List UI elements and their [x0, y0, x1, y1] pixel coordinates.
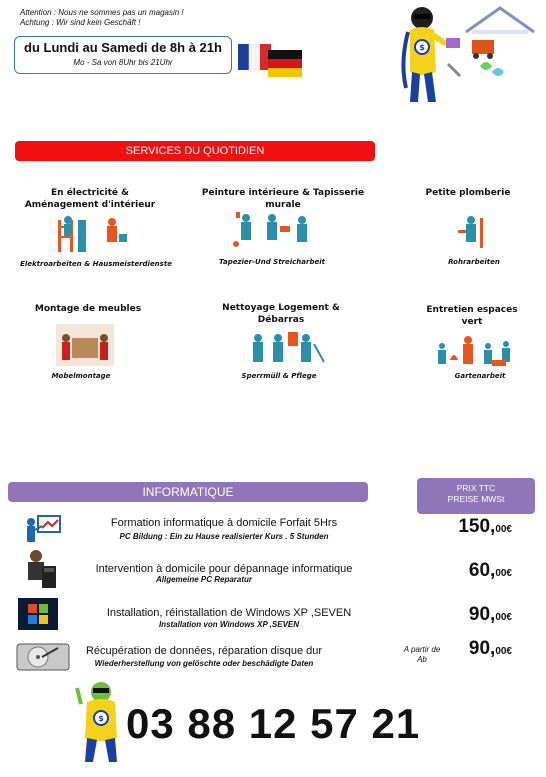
- notice-line-de: Achtung : Wir sind kein Geschäft !: [20, 18, 141, 27]
- opening-hours-fr: du Lundi au Samedi de 8h à 21h: [24, 40, 222, 55]
- opening-hours-box: [14, 36, 232, 74]
- it-item-recovery-subtitle: Wiederherstellung von gelöschte oder beschädigte Daten: [94, 659, 314, 668]
- price-main: 90,: [468, 638, 496, 659]
- service-title-electricity: En électricité & Aménagement d'intérieur: [24, 188, 156, 210]
- furniture-movers-icon: [56, 324, 114, 366]
- gardener-workers-icon: [432, 334, 516, 368]
- price-header-fr: PRIX TTC: [456, 483, 496, 493]
- it-item-windows-text: Installation, réinstallation de Windows XP ,SEVEN: [106, 607, 352, 619]
- opening-hours-de: Mo - Sa von 8Uhr bis 21Uhr: [73, 58, 173, 67]
- service-subtitle-garden: Gartenarbeit: [454, 372, 506, 380]
- it-item-repair-text: Intervention à domicile pour dépannage informatique: [95, 563, 353, 575]
- service-subtitle-cleaning: Sperrmüll & Pflege: [241, 372, 317, 380]
- flags-icon: [236, 42, 304, 78]
- it-item-training-price: [420, 516, 512, 538]
- service-subtitle-furniture: Mobelmontage: [51, 372, 111, 380]
- it-item-training-subtitle: PC Bildung : Ein zu Hause realisierter Kurs . 5 Stunden: [119, 532, 329, 541]
- it-item-training-text: Formation informatique à domicile Forfait 5Hrs: [110, 517, 338, 529]
- cleaning-workers-icon: [248, 330, 328, 366]
- price-header: [417, 478, 535, 514]
- price-cents: 00€: [495, 646, 512, 657]
- price-from-fr: A partir de: [403, 645, 441, 654]
- service-title-furniture: Montage de meubles: [34, 304, 142, 314]
- mascot-small-icon: [75, 680, 127, 766]
- it-item-repair-price: [420, 560, 512, 582]
- notice: [20, 8, 184, 28]
- it-item-recovery-price: [420, 638, 512, 660]
- german-flag-icon: [268, 50, 302, 77]
- price-cents: 00€: [495, 612, 512, 623]
- price-main: 60,: [468, 560, 496, 581]
- windows-logo-icon: [18, 598, 58, 630]
- plumber-worker-icon: [456, 214, 486, 250]
- price-from-de: Ab: [417, 655, 427, 664]
- price-cents: 00€: [495, 568, 512, 579]
- service-title-painting: Peinture intérieure & Tapisserie murale: [201, 188, 365, 210]
- services-header: SERVICES DU QUOTIDIEN: [15, 141, 375, 161]
- svg-text:$: $: [419, 43, 425, 52]
- service-subtitle-painting: Tapezier-Und Streicharbeit: [219, 258, 325, 266]
- electrician-workers-icon: [50, 214, 136, 254]
- phone-number[interactable]: 03 88 12 57 21: [126, 700, 421, 747]
- it-item-windows-subtitle: Installation von Windows XP ,SEVEN: [158, 620, 300, 629]
- informatique-header: INFORMATIQUE: [8, 482, 368, 502]
- price-main: 90,: [468, 604, 496, 625]
- french-flag-icon: [238, 44, 271, 70]
- service-subtitle-plumbing: Rohrarbeiten: [448, 258, 500, 266]
- service-title-cleaning: Nettoyage Logement & Débarras: [222, 303, 340, 325]
- notice-line-fr: Attention : Nous ne sommes pas un magasin !: [20, 8, 184, 17]
- training-presentation-icon: [22, 514, 62, 548]
- service-title-garden: Entretien espaces vert: [426, 305, 518, 327]
- superhero-mascot-icon: [400, 2, 540, 110]
- service-title-plumbing: Petite plomberie: [425, 188, 511, 198]
- it-item-recovery-text: Récupération de données, réparation disque dur: [85, 645, 323, 657]
- service-subtitle-electricity: Elektroarbeiten & Hausmeisterdienste: [20, 260, 172, 268]
- hard-disk-icon: [16, 642, 70, 672]
- painter-workers-icon: [232, 210, 316, 250]
- it-item-repair-subtitle: Allgemeine PC Reparatur: [155, 575, 253, 584]
- it-item-windows-price: [420, 604, 512, 626]
- pc-repair-technician-icon: [22, 548, 58, 590]
- svg-text:$: $: [98, 714, 104, 723]
- price-header-de: PREISE MWSt: [447, 494, 505, 504]
- price-main: 150,: [458, 516, 496, 537]
- price-cents: 00€: [495, 524, 512, 535]
